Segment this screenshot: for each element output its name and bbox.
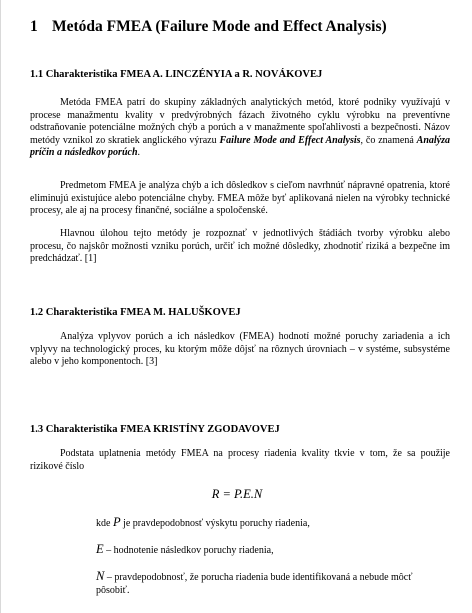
definition-e: E – hodnotenie následkov poruchy riadenia, <box>96 542 274 556</box>
section-heading-1-2: 1.2 Charakteristika FMEA M. HALUŠKOVEJ <box>30 307 241 318</box>
risk-formula: R = P.E.N <box>211 487 263 501</box>
chapter-title: Metóda FMEA (Failure Mode and Effect Analysis) <box>52 18 387 35</box>
chapter-heading <box>30 18 387 36</box>
symbol-p: P <box>112 515 121 529</box>
paragraph-1-2: Analýza vplyvov porúch a ich následkov (FMEA) hodnotí možné poruchy zariadenia a ich vplyvy na technologický proces, ku ktorým môže dôjsť na rôznych úrovniach – v systéme, subsystéme alebo v jeho komponentoch. [3] <box>30 331 450 368</box>
definition-p: kde P je pravdepodobnosť výskytu poruchy riadenia, <box>96 515 310 529</box>
paragraph-1-1-b: Predmetom FMEA je analýza chýb a ich dôsledkov s cieľom navrhnúť nápravné opatrenia, ktoré eliminujú existujúce alebo potenciálne chyby. FMEA môže byť aplikovaná nielen na výrobky technické procesy, ale aj na procesy finančné, sociálne a spoločenské. <box>30 180 450 217</box>
paragraph-1-1-a: Metóda FMEA patrí do skupiny základných analytických metód, ktoré podniky využívajú v procese manažmentu kvality v predvýrobných fázach životného cyklu výrobku na preventívne odstraňovanie potenciálne možných chýb a porúch a v manažmente spoľahlivosti a bezpečnosti. Názov metódy vznikol zo skratiek anglického výrazu Failure Mode and Effect Analysis, čo znamená Analýza príčin a následkov porúch. <box>30 97 450 159</box>
symbol-n: N <box>96 569 105 583</box>
chapter-number: 1 <box>30 18 38 35</box>
paragraph-1-1-c: Hlavnou úlohou tejto metódy je rozpoznať v jednotlivých štádiách tvorby výrobku alebo procesu, čo najskôr možnosti vzniku porúch, určiť ich možné dôsledky, zhodnotiť riziká a bezpečne im predchádzať. [1] <box>30 228 450 265</box>
paragraph-1-3: Podstata uplatnenia metódy FMEA na procesy riadenia kvality tkvie v tom, že sa použije rizikové číslo <box>30 448 450 472</box>
section-heading-1-1: 1.1 Charakteristika FMEA A. LINCZÉNYIA a R. NOVÁKOVEJ <box>30 69 323 80</box>
english-term: Failure Mode and Effect Analysis <box>219 134 361 146</box>
definition-n: N – pravdepodobnosť, že porucha riadenia bude identifikovaná a nebude môcť pôsobiť. <box>96 569 413 596</box>
section-heading-1-3: 1.3 Charakteristika FMEA KRISTÍNY ZGODAVOVEJ <box>30 424 280 435</box>
slovak-term: Analýza príčin a následkov porúch <box>30 134 450 159</box>
symbol-e: E <box>96 542 104 556</box>
